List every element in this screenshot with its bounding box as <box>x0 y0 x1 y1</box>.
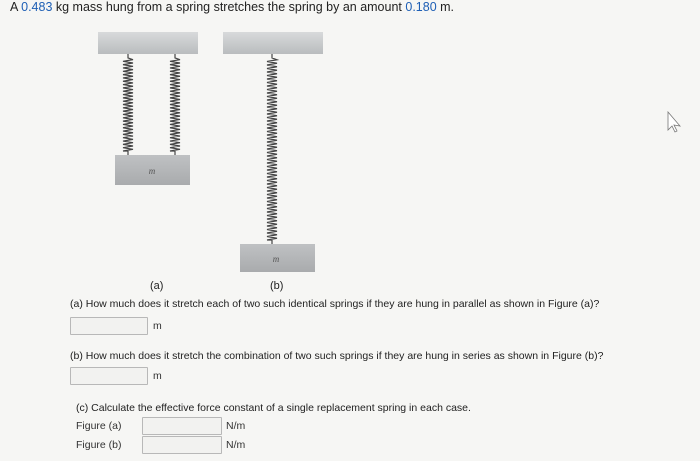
spring-coil <box>123 54 133 155</box>
figure-b-row-label: Figure (b) <box>76 439 122 451</box>
force-constant-a-unit: N/m <box>226 420 246 432</box>
force-constant-b-input[interactable] <box>142 436 222 454</box>
problem-prefix: A <box>10 0 22 14</box>
figure-caption-a: (a) <box>150 280 164 292</box>
stretch-value: 0.180 <box>405 0 437 14</box>
problem-suffix: m. <box>436 0 455 14</box>
mass-label-a: m <box>148 166 156 176</box>
ceiling-b <box>223 32 323 54</box>
springs-series <box>267 54 277 244</box>
figure-a-row-label: Figure (a) <box>76 420 122 432</box>
answer-b-input[interactable] <box>70 367 148 385</box>
answer-a-input[interactable] <box>70 317 148 335</box>
force-constant-a-input[interactable] <box>142 417 222 435</box>
question-a-text: (a) How much does it stretch each of two such identical springs if they are hung in parallel as shown in Figure (a)? <box>70 298 600 310</box>
answer-b-unit: m <box>153 370 162 382</box>
mass-value: 0.483 <box>21 0 53 14</box>
ceiling-a <box>98 32 198 54</box>
mouse-pointer-icon <box>668 112 680 132</box>
problem-middle: kg mass hung from a spring stretches the spring by an amount <box>52 0 406 14</box>
question-c-text: (c) Calculate the effective force constant of a single replacement spring in each case. <box>76 402 471 414</box>
spring-coil <box>170 54 180 155</box>
springs-parallel <box>123 54 180 155</box>
answer-a-unit: m <box>153 320 162 332</box>
figure-caption-b: (b) <box>270 280 284 292</box>
mass-label-b: m <box>272 254 280 264</box>
question-b-text: (b) How much does it stretch the combination of two such springs if they are hung in series as shown in Figure (b)? <box>70 350 604 362</box>
force-constant-b-unit: N/m <box>226 439 246 451</box>
spring-coil <box>267 54 277 244</box>
